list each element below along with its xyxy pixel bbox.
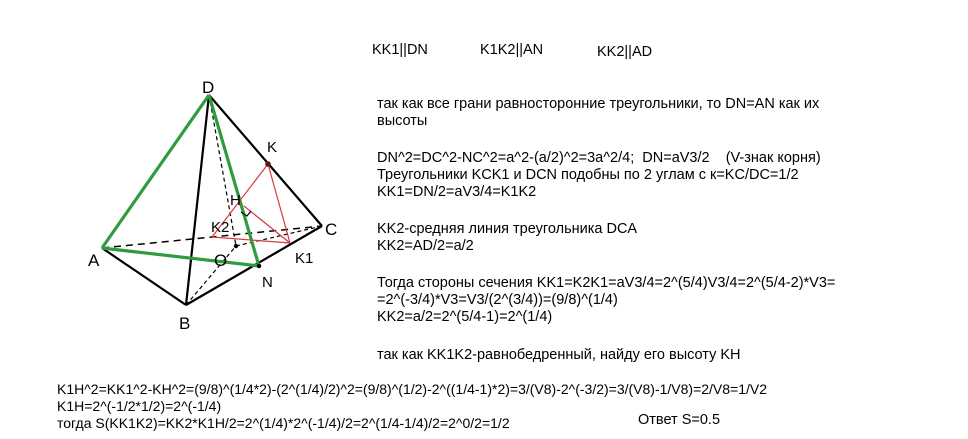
text-line-5: KK1=DN/2=aV3/4=K1K2 <box>377 184 537 200</box>
text-line-4: Треугольники KCK1 и DCN подобны по 2 углам с к=KC/DC=1/2 <box>377 167 799 183</box>
edge-dc <box>209 95 322 226</box>
text-line-6: KK2-средняя линия треугольника DCA <box>377 221 638 237</box>
point-o <box>234 244 238 248</box>
relation-kk2-ad: KK2||AD <box>597 44 653 60</box>
edge-ad <box>102 95 209 248</box>
label-d: D <box>202 78 215 97</box>
bottom-line-1: K1H^2=KK1^2-KH^2=(9/8)^(1/4*2)-(2^(1/4)/2)^2=(9/8)^(1/2)-2^((1/4-1)*2)=3/(V8)-2^(-3/2)=3/(V8)-1/V8)=2/V8=1/V2 <box>57 381 768 397</box>
label-b: B <box>179 314 191 333</box>
text-line-3: DN^2=DC^2-NC^2=a^2-(a/2)^2=3a^2/4; DN=aV3/2 (V-знак корня) <box>377 150 821 166</box>
label-a: A <box>88 251 100 270</box>
text-line-11: так как KK1K2-равнобедренный, найду его высоту KH <box>377 347 741 363</box>
label-o: O <box>214 251 228 270</box>
text-line-7: KK2=AD/2=a/2 <box>377 238 474 254</box>
relation-k1k2-an: K1K2||AN <box>480 42 544 58</box>
edge-bo-hidden <box>186 246 236 305</box>
label-k1: K1 <box>295 250 314 267</box>
text-line-2: высоты <box>377 113 428 129</box>
text-line-8: Тогда стороны сечения KK1=K2K1=aV3/4=2^(5/4)V3/4=2^(5/4-2)*V3= <box>377 275 836 291</box>
label-h: H <box>230 192 241 209</box>
point-n <box>257 264 261 268</box>
text-line-9: =2^(-3/4)*V3=V3/(2^(3/4))=(9/8)^(1/4) <box>377 292 618 308</box>
label-k: K <box>267 139 278 156</box>
edge-db <box>186 95 209 305</box>
text-line-10: KK2=a/2=2^(5/4-1)=2^(1/4) <box>377 309 553 325</box>
label-k2: K2 <box>211 219 230 236</box>
text-line-1: так как все грани равносторонние треугольники, то DN=AN как их <box>377 96 820 112</box>
point-k <box>265 161 271 167</box>
answer: Ответ S=0.5 <box>638 412 721 428</box>
label-n: N <box>262 274 273 291</box>
label-c: C <box>325 220 338 239</box>
relation-kk1-dn: KK1||DN <box>372 42 428 58</box>
bottom-line-3: тогда S(KK1K2)=KK2*K1H/2=2^(1/4)*2^(-1/4)/2=2^(1/4-1/4)/2=2^0/2=1/2 <box>57 415 510 431</box>
bottom-line-2: K1H=2^(-1/2*1/2)=2^(-1/4) <box>57 398 222 414</box>
